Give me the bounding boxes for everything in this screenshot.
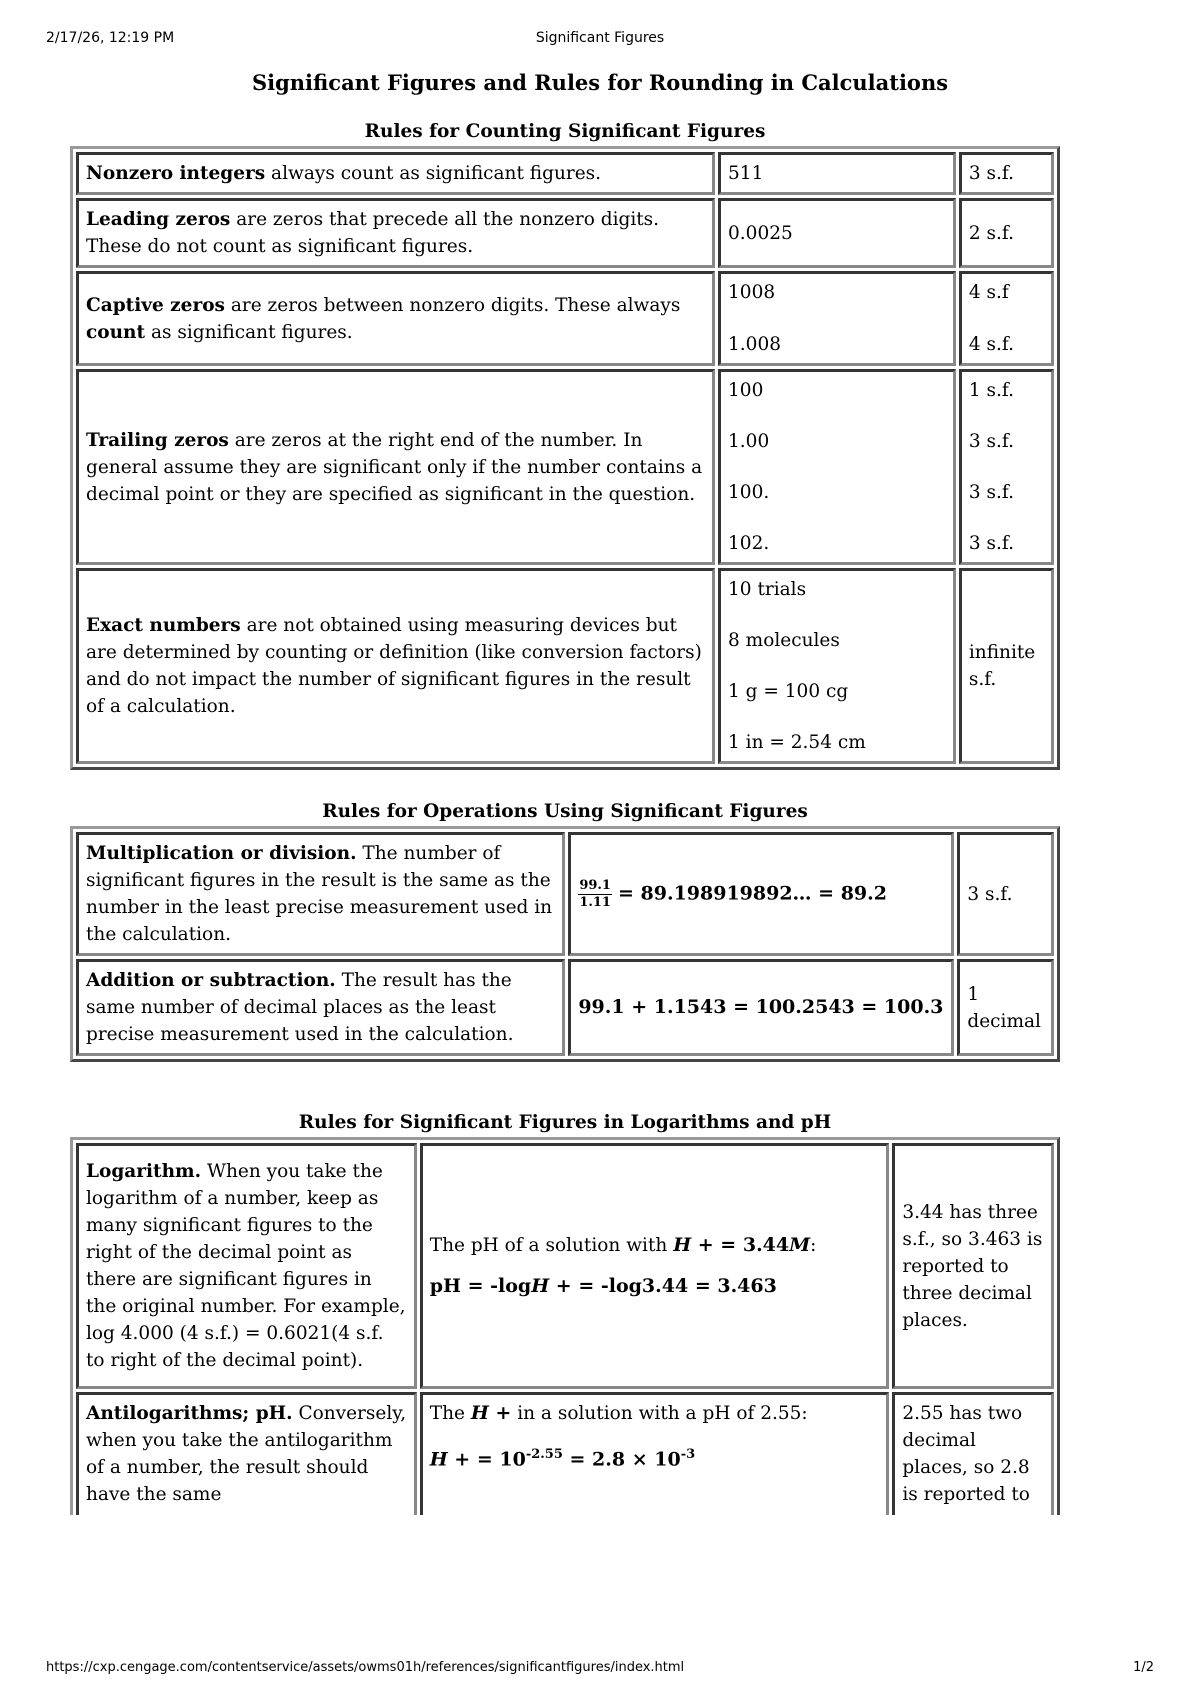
fraction: $\frac{99.1}{1.11}$ [579, 877, 611, 910]
rule-description: Leading zeros are zeros that precede all the nonzero digits. These do not count as significant figures. [76, 198, 715, 268]
table-row [76, 1143, 1054, 1389]
print-footer [46, 1660, 1154, 1682]
rule-sf: infinite s.f. [959, 568, 1054, 764]
rule-note: 2.55 has two decimal places, so 2.8 is reported to [892, 1392, 1054, 1532]
rule-description: Exact numbers are not obtained using measuring devices but are determined by counting or definition (like conversion factors) and do not impact the number of significant figures in the result of a calculation. [76, 568, 715, 764]
rule-description: Multiplication or division. The number of significant figures in the result is the same as the number in the least precise measurement used in the calculation. [76, 832, 565, 956]
rule-description: Addition or subtraction. The result has the same number of decimal places as the least precise measurement used in the calculation. [76, 959, 565, 1056]
table-row [76, 959, 1054, 1056]
operations-table [70, 826, 1060, 1062]
table-row [76, 271, 1054, 366]
rule-note: 3.44 has three s.f., so 3.463 is reported to three decimal places. [892, 1143, 1054, 1389]
logs-caption: Rules for Significant Figures in Logarithms and pH [298, 1112, 832, 1133]
rule-sf: 1 decimal [957, 959, 1054, 1056]
rule-description: Logarithm. When you take the logarithm of a number, keep as many significant figures to the right of the decimal point as there are significant figures in the original number. For example, log 4.000 (4 s.f.) = 0.6021(4 s.f. to right of the decimal point). [76, 1143, 417, 1389]
rule-sf: 3 s.f. [959, 152, 1054, 195]
table-row [76, 152, 1054, 195]
table-row [76, 369, 1054, 565]
rule-description: Trailing zeros are zeros at the right end of the number. In general assume they are significant only if the number contains a decimal point or they are specified as significant in the question. [76, 369, 715, 565]
source-url: https://cxp.cengage.com/contentservice/assets/owms01h/references/significantfigures/index.html [46, 1660, 685, 1675]
rule-example: The pH of a solution with H + = 3.44M: pH = -logH + = -log3.44 = 3.463 [420, 1143, 890, 1389]
table-row [76, 568, 1054, 764]
rule-example: $\frac{99.1}{1.11}$ = 89.198919892… = 89.2 [568, 832, 954, 956]
page-title: Significant Figures and Rules for Rounding in Calculations [251, 70, 949, 95]
table-row [76, 1392, 1054, 1532]
rule-example: 1008 1.008 [718, 271, 956, 366]
print-date: 2/17/26, 12:19 PM [46, 30, 175, 46]
operations-caption: Rules for Operations Using Significant Figures [322, 801, 808, 822]
rule-sf: 1 s.f. 3 s.f. 3 s.f. 3 s.f. [959, 369, 1054, 565]
logs-table [70, 1137, 1060, 1538]
rule-example: The H + in a solution with a pH of 2.55: H + = $10^{-2.55} = 2.8 \times 10^{-3}$ [420, 1392, 890, 1532]
rule-description: Nonzero integers always count as significant figures. [76, 152, 715, 195]
print-page-title: Significant Figures [535, 30, 665, 46]
rule-example: 10 trials 8 molecules 1 g = 100 cg 1 in = 2.54 cm [718, 568, 956, 764]
rule-description: Captive zeros are zeros between nonzero digits. These always count as significant figures. [76, 271, 715, 366]
counting-table [70, 146, 1060, 770]
rule-sf: 2 s.f. [959, 198, 1054, 268]
rule-sf: 3 s.f. [957, 832, 1054, 956]
rule-example: 0.0025 [718, 198, 956, 268]
rule-description: Antilogarithms; pH. Conversely, when you take the antilogarithm of a number, the result should have the same [76, 1392, 417, 1532]
print-header [46, 30, 1154, 52]
rule-example: 99.1 + 1.1543 = 100.2543 = 100.3 [568, 959, 954, 1056]
rule-example: 100 1.00 100. 102. [718, 369, 956, 565]
page-number: 1/2 [1133, 1660, 1154, 1675]
rule-sf: 4 s.f 4 s.f. [959, 271, 1054, 366]
table-row [76, 832, 1054, 956]
rule-example: 511 [718, 152, 956, 195]
table-row [76, 198, 1054, 268]
counting-caption: Rules for Counting Significant Figures [364, 121, 766, 142]
